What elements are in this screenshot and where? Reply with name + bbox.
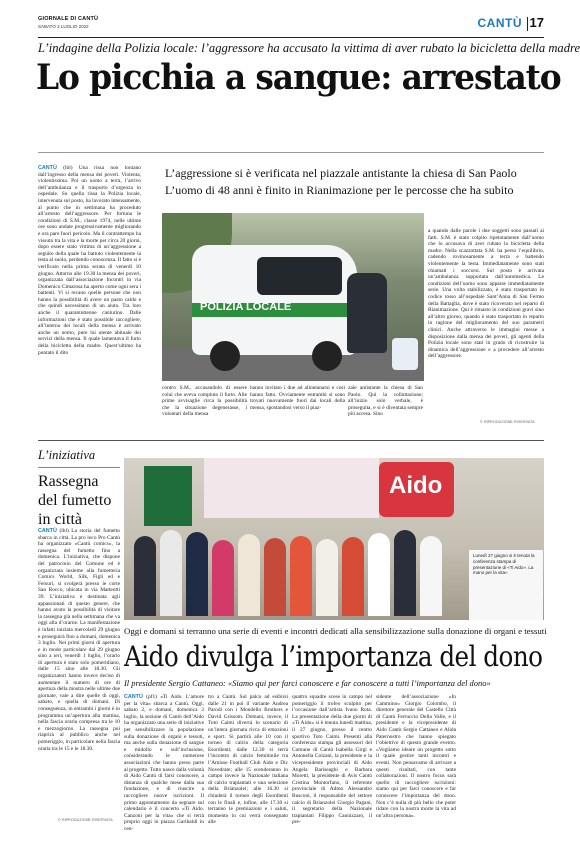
aido-group-photo [124,458,544,620]
person-silhouette [420,536,442,616]
headline-rule [38,152,544,153]
person-silhouette [264,538,286,616]
city-tag: CANTÙ [124,694,143,700]
article2-rule [38,467,120,468]
copyright-note: © RIPRODUZIONE RISERVATA [480,420,535,424]
police-car-label: POLIZIA LOCALE [200,301,292,313]
city-tag: CANTÙ [38,528,57,534]
issue-date: SABATO 2 LUGLIO 2022 [38,24,89,29]
person-silhouette [368,533,390,616]
article1-headline: Lo picchia a sangue: arrestato [36,57,561,98]
article1-subhead [165,165,555,199]
article3-column-1 [124,694,204,832]
article1-column-2: contro S.M., accusandolo di essere colui che aveva compiuto il furto. Alle prime avvisaglie circa la possibilità che la situazione degenerasse, i volontari della mensa [162,385,247,418]
group-of-people [134,506,434,616]
newspaper-name: GIORNALE DI CANTÙ [38,16,99,22]
article3-body-1: (pf1) «Ti Aido. L’amore per la vita» sbarca a Cantù. Oggi, sabato 2, e domani, domenica 3 luglio, la sezione di Cantù dell’Aido ha organizzato una serie di iniziative per sensibilizzare la popolazione sulla donazione di organi e tessuti, ma anche sulla donazione di sangue e midollo e sull’inclusione, considerando le numerose associazioni che hanno preso parte al progetto. Tutto nasce dalla volontà di Aido Cantù di farsi conoscere, a distanza di qualche mese dalla sua fondazione, e di riuscire a raccogliere nuove iscrizioni. Il primo appuntamento da segnare sul calendario è il concerto «Ti Aido. Canzoni per la vita» che si terrà proprio oggi in piazza Garibaldi in cen- [124,694,204,832]
article3-column-2: tro a Cantù. Sul palco ad esibirsi dalle 21 in poi il variante Andrea Parodi con i Mondello Brothers e David Grissom. Domani, invece, il Toto Caimi diverrà lo scenario di un’intera giornata ricca di emozioni e sport. Si partirà alle 10 con il torneo di calcio della categoria Esordienti; dalle 12.30 si terrà l’incontro di calcio femminile tra l’Amisse Football Club Aido e Dic Novedrate; alle 15 scenderanno in campo invece la Nazionale italiana di calcio trapiantati e una selezione della Brianzolei; alle 16.30 si chiuderà il torneo degli Esordienti con le finali e, infine, alle 17.30 si terranno le premiazioni e i saluti, momento in cui verrà consegnato alle [208,694,288,826]
city-tag: CANTÙ [38,165,57,171]
article2-title: Rassegna del fumetto in città [38,473,112,528]
article1-column-3: hanno invitato i due ad allontanarsi e così hanno fatto. Ovviamente entrambi si sono trovati nuovamente fuori dai locali della mensa, spostandosi verso il piaz- [250,385,345,411]
person-silhouette [316,539,338,616]
article3-column-3: quattro squadre scese in campo nel pomeriggio il trofeo sculpito per l’occasione dall’artista Ivano Rota. La presentazione della due giorni di «Ti Aido» si è tenuta lunedì mattina, il 27 giugno, presso il centro sportivo Toto Caimi. Presenti alla conferenza stampa gli assessori del Comune di Cantù Isabella Girgi e Antonella Colzani, la presidente e la vicepresidente provinciali di Aido Angela Bariseaghi e Barbara Moretti, la presidente di Avis Cantù Cristina Montorfano, il referente provinciale di Admo Alessandro Busconi, il responsabile del settore calcio di Brianzolei Giorgio Pagani, il segretario della Nazionale trapiantati Filippo Cannizzaro, il pre- [292,694,372,826]
masthead [38,16,544,38]
police-motorcycle [347,273,387,353]
article1-column-4: zale antistante la chiesa di San Paolo. Qui la colluttazione; all’inizio solo verbale, è proseguita, e si è diventata sempre più accesa. Sino [348,385,423,418]
article1-column-5: a quando dalle parole i due soggetti sono passati ai fatti. S.M. è stato colpito ripetutamente dall’uomo che lo accusava di aver rubato la bicicletta della madre. Nella scazzottata S.M. ha perso l’equilibrio, cadendo rovinosamente a terra e battendo violentemente la testa. Immediatamente sono stati chiamati i soccorsi. Sul posto è arrivata un’ambulanza supportata dall’automedica. Le condizioni dell’uomo sono apparse immediatamente serie. Una volta stabilizzato, è stato trasportato in codice rosso all’ospedale Sant’Anna di San Fermo della Battaglia, dove è stato ricoverato nel reparto di Rianimazione. Qui è rimasto in condizioni gravi sino all’altro giorno, quando è stato trasportato in reparto in ragione del miglioramento del suo parametri clinici. Anche attraverso le immagini messe a disposizione dalla mensa dei poveri, gli agenti della Polizia locale sono stati in grado di ricostruire la dinamica dell’aggressione e a procedere all’arresto dell’aggressore. [428,228,544,360]
person-silhouette [160,530,182,616]
article2-kicker: L’iniziativa [38,448,96,462]
person-silhouette [238,534,260,616]
article1-subhead-line2: L’uomo di 48 anni è finito in Rianimazione per le percosse che ha subito [165,183,514,197]
copyright-note: © RIPRODUZIONE RISERVATA [58,818,113,822]
car-wheel [312,341,342,371]
person-silhouette [186,532,208,616]
aido-logo-text: Aido [389,472,443,499]
article3-headline: Aido divulga l’importanza del dono [124,640,543,673]
article1-kicker: L’indagine della Polizia locale: l’aggressore ha accusato la vittima di aver rubato la bicicletta della madre [38,41,580,55]
photo-caption: Lunedì 27 giugno si è tenuta la conferenza stampa di presentazione di «Ti Aido». La mano per la vita» [469,550,543,620]
article3-column-4: sidente dell’associazione «In Cammino» Giorgio Colombo, il direttore generale del Castello Città di Cantù Ferruccio Della Valle, e il presidente e la vicepresidente di Aido Cantù Sergio Cattaneo e Alida Paternostro che hanno spiegato l’obiettivo di questo grande evento. «Vogliamo ideare un progetto sotto il quale gestire tanti incontri e eventi. Non pensavamo di arrivare a questi risultati, con tante collaborazioni. Il nostro focus sarà quello di raccogliere iscrizioni: siamo qui per farci conoscere e far conoscere l’importanza del dono. Non c’è nulla di più bello che poter ridare con la nostra morte la vita ad un’altra persona». [376,694,456,819]
article1-subhead-line1: L’aggressione si è verificata nel piazzale antistante la chiesa di San Paolo [165,166,517,180]
person-silhouette [290,536,312,616]
article3-subhead: Il presidente Sergio Cattaneo: «Siamo qui per farci conoscere e far conoscere a tutti l’importanza del dono» [124,678,491,688]
police-badge-logo [392,338,418,370]
car-wheel [210,341,240,371]
section-rule [38,440,544,441]
page-number: 17 [529,15,544,30]
article2-body-text: (lbl) La storia del fumetto sbarca in città. La pro loco Pro Cantù ha organizzato «Cantù comics», la rassegna del fumetto fino a domenica. L’iniziativa, che dispone del patrocinio del Comune ed è organizzata insieme alla fumetteria Comics World, Silk, Figli ed e Fersuri, si svolgerà presso le corte San Rocco, ubicata in via Matteotti 39. L’iniziativa è destinata agli appassionati di questo genere, che hanno avuto la possibilità di visitare la rassegna già nella settimana che va oggi alla d’orarne. La manifestazione è infatti iniziata mercoledì 29 giugno e proseguirà fino a domani, domenica 3 luglio. Nei primi giorni di apertura e in modo particolare dal 29 giugno sino a ieri, venerdì 1 luglio, l’orario di apertura è stato solo pomeridiano, dalle 15 sino alle 18.30. Gli organizzatori hanno invece deciso di aumentare il numero di ore di apertura della mostra nelle ultime due giornate, vale a dire quelle di oggi, sabato, e quella di domani. Di conseguenza, in entrambi i giorni è in programma un’apertura alla mattina, nella fascia oraria compresa tra le 10 e mezzogiorno. La rassegna poi riaprirà al pubblico anche nel pomeriggio, in particolare nella fascia oraria tra le 15 e le 18.30. [38,528,121,752]
article1-body-1: (lbl) Una rissa non lontano dall’ingresso della mensa dei poveri. Violenta, violentissima. Poi un uomo a terra, l’arrivo dell’ambulanza e il trasporto d’urgenza in ospedale. Su quella rissa la Polizia locale, intervenuta sul posto, ha lavorato intensamente, al punto che in settimana ha proceduto all’arresto dell’aggressore. Per fortuna le condizioni di S.M., classe 1974, nelle ultime ore sono andate progressivamente migliorando e ora pare fuori pericolo. Ma il contrattempo ha vissuto tra la vita e la morte per circa 20 giorni, dopo essere stato vittima di un’aggressione a seguito della quale ha battuto violentemente la testa al suolo, perdendo conoscenza. Il fatto si è verificato nella prima serata di venerdì 10 giugno. Attorno alle 19.30 la mensa dei poveri, organizzata dall’associazione Incontri in via Domenico Cimarosa ha aperto come ogni sera i battenti. Vi si recano quelle persone che non hanno la possibilità di avere un pasto caldo e che quindi necessitano di un aiuto. Tra loro anche il quarantottenne canturino. Dalle informazioni che è stato possibile raccogliere, all’interno dei locali della mensa è arrivato anche un uomo, pure lui utente abituale dei servizi della mensa. Il quale lamentava il furto della bicicletta della madre. Quest’ultimo ha puntato il dito [38,165,141,356]
police-car-window [257,257,342,295]
person-silhouette [212,540,234,616]
article2-body [38,528,120,808]
article3-kicker: Oggi e domani si terranno una serie di eventi e incontri dedicati alla sensibilizzazione sulla donazione di organi e tessuti [124,626,547,636]
section-city: CANTÙ [477,16,522,30]
police-car-photo [162,213,424,381]
person-silhouette [394,530,416,616]
person-silhouette [134,536,156,616]
person-silhouette [342,537,364,616]
masthead-divider [527,17,528,31]
article1-column-1 [38,165,141,405]
